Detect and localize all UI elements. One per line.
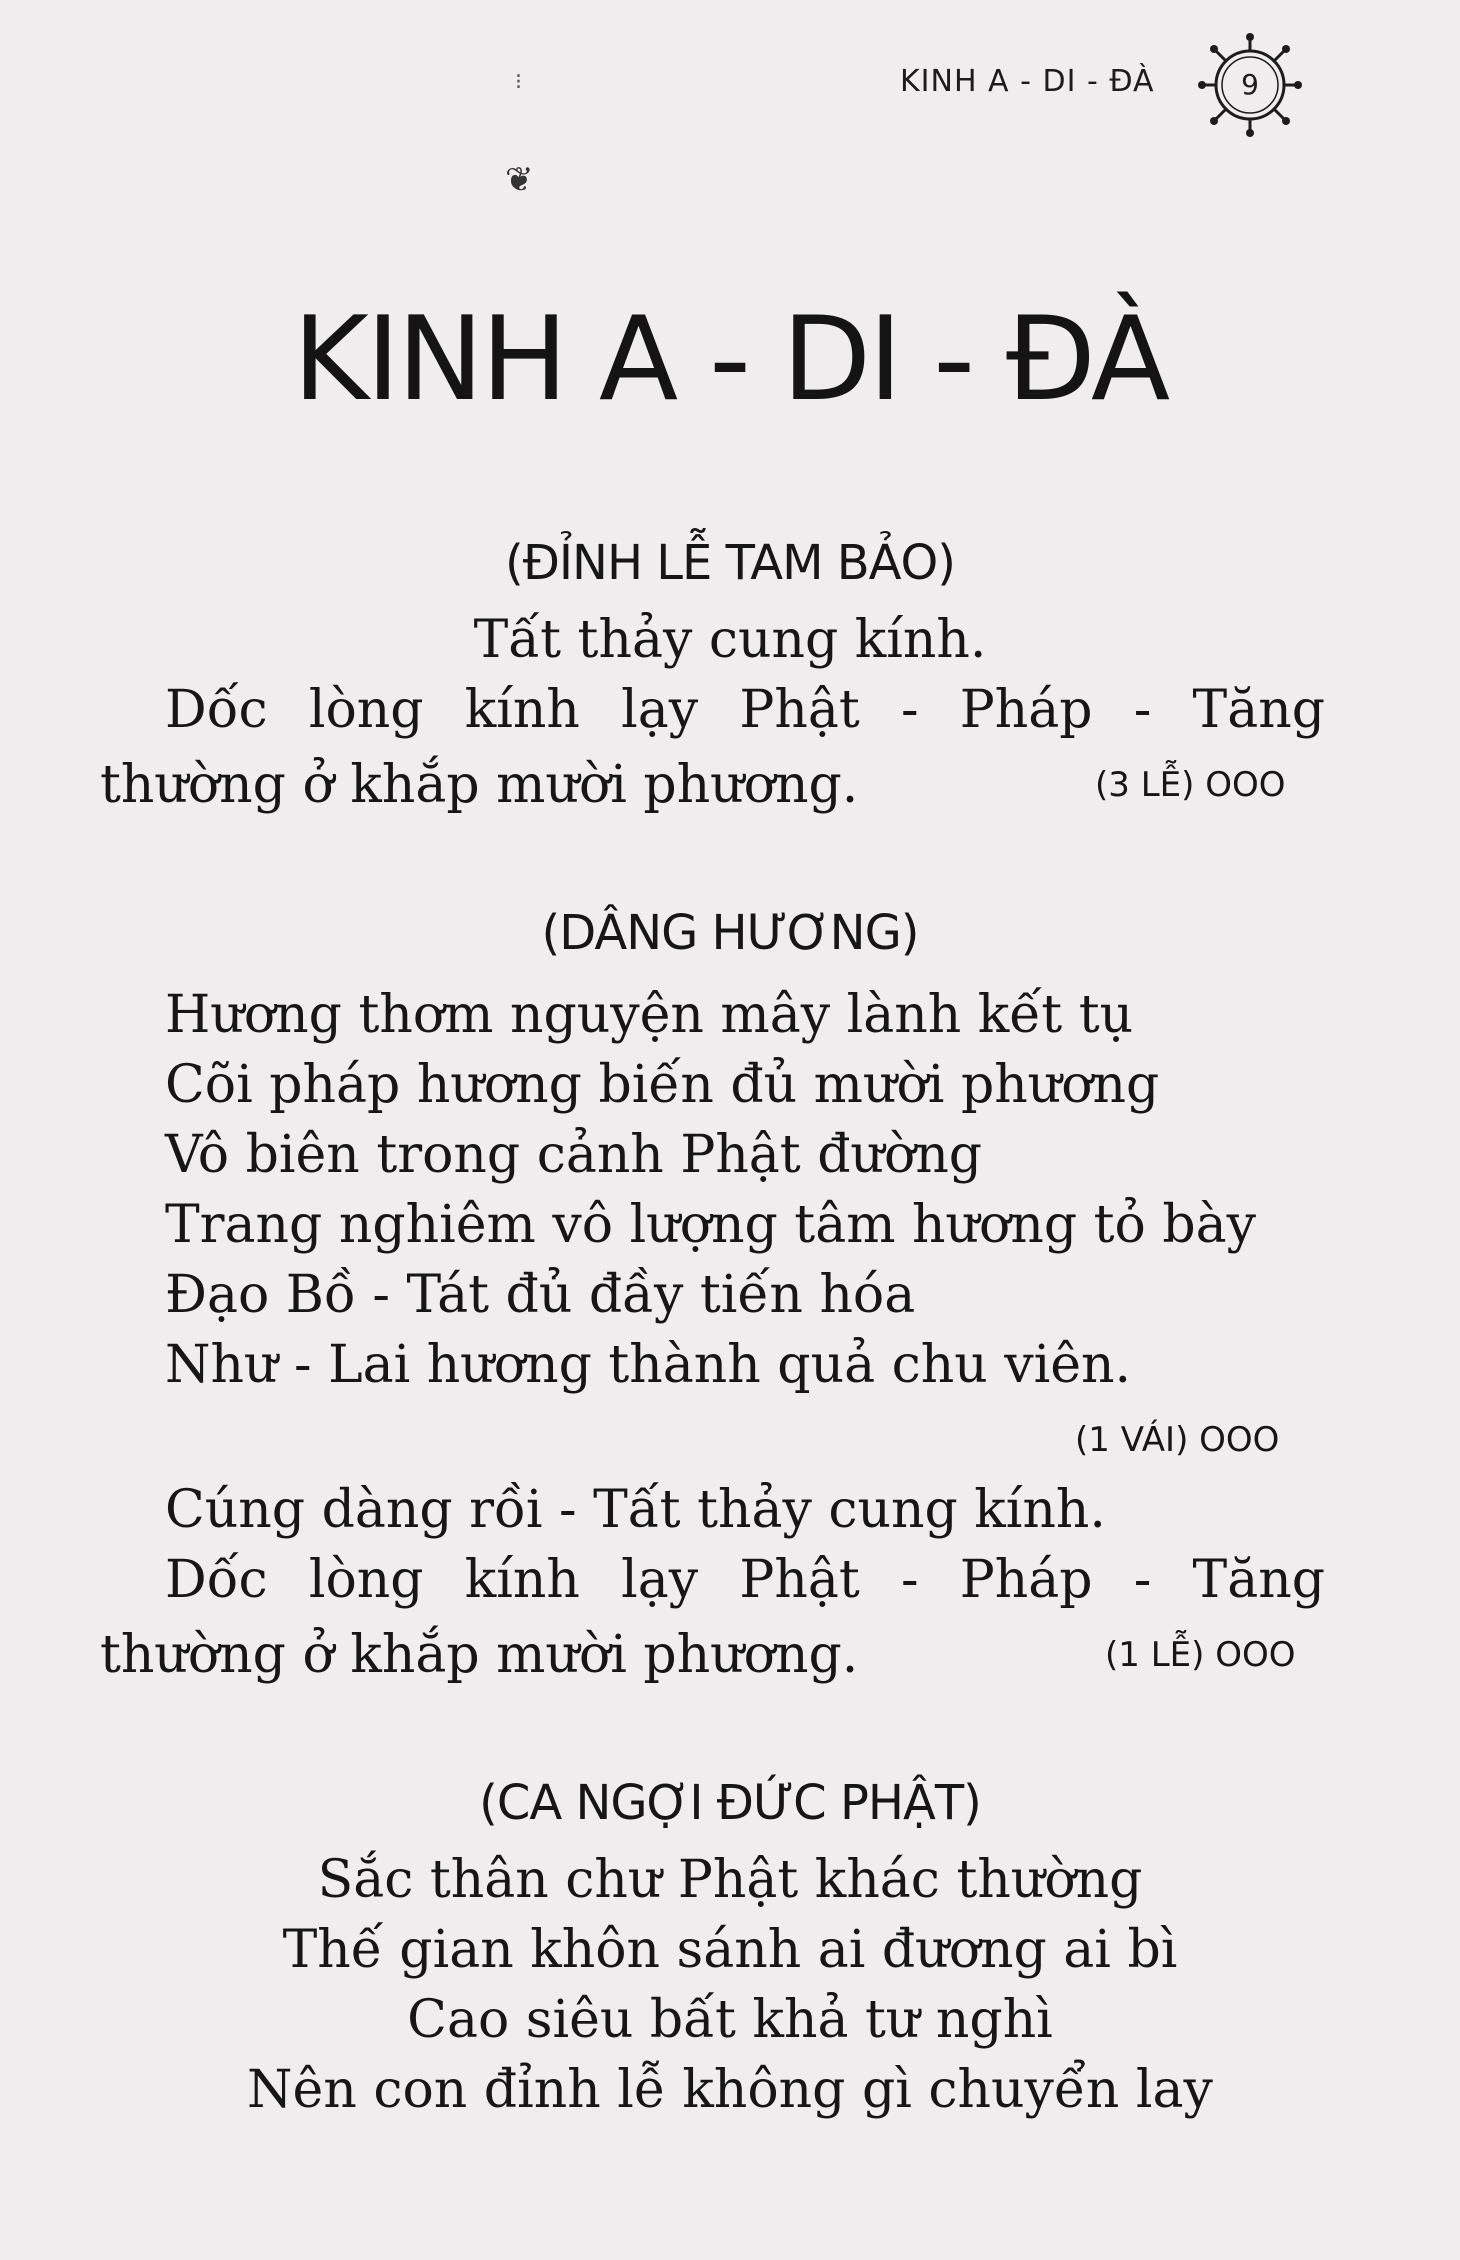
prostration-note: (3 LỄ) OOO bbox=[1095, 765, 1286, 805]
verse-line: Nên con đỉnh lễ không gì chuyển lay bbox=[247, 2060, 1213, 2120]
verse-line: Như - Lai hương thành quả chu viên. bbox=[165, 1335, 1132, 1395]
verse-line: Sắc thân chư Phật khác thường bbox=[317, 1850, 1143, 1910]
page-number: 9 bbox=[1241, 68, 1259, 101]
bow-note: (1 VÁI) OOO bbox=[1075, 1420, 1280, 1460]
running-head: KINH A - DI - ĐÀ bbox=[900, 64, 1155, 99]
prostration-note: (1 LỄ) OOO bbox=[1105, 1635, 1296, 1675]
text-line: Tất thảy cung kính. bbox=[473, 610, 987, 670]
text-line: Dốc lòng kính lạy Phật - Pháp - Tăng bbox=[165, 1550, 1325, 1610]
verse-line: Thế gian khôn sánh ai đương ai bì bbox=[282, 1920, 1178, 1980]
print-mark: ⁝ bbox=[515, 70, 522, 95]
text-line: thường ở khắp mười phương. bbox=[100, 1625, 859, 1685]
lotus-ornament-icon: ❦ bbox=[505, 160, 534, 200]
section-heading-ca-ngoi: (CA NGỢI ĐỨC PHẬT) bbox=[479, 1775, 981, 1831]
text-line: Cúng dàng rồi - Tất thảy cung kính. bbox=[165, 1480, 1106, 1540]
text-line: thường ở khắp mười phương. bbox=[100, 755, 859, 815]
text-line: Dốc lòng kính lạy Phật - Pháp - Tăng bbox=[165, 680, 1325, 740]
verse-line: Đạo Bồ - Tát đủ đầy tiến hóa bbox=[165, 1265, 916, 1325]
page-title: KINH A - DI - ĐÀ bbox=[292, 292, 1168, 427]
verse-line: Cõi pháp hương biến đủ mười phương bbox=[165, 1055, 1160, 1115]
verse-line: Cao siêu bất khả tư nghì bbox=[407, 1990, 1053, 2050]
page-number-ornament bbox=[1195, 30, 1305, 140]
verse-line: Vô biên trong cảnh Phật đường bbox=[165, 1125, 983, 1185]
verse-line: Hương thơm nguyện mây lành kết tụ bbox=[165, 985, 1134, 1045]
section-heading-dang-huong: (DÂNG HƯƠNG) bbox=[541, 905, 919, 961]
verse-line: Trang nghiêm vô lượng tâm hương tỏ bày bbox=[165, 1195, 1257, 1255]
section-heading-dinh-le: (ĐỈNH LỄ TAM BẢO) bbox=[504, 535, 956, 591]
